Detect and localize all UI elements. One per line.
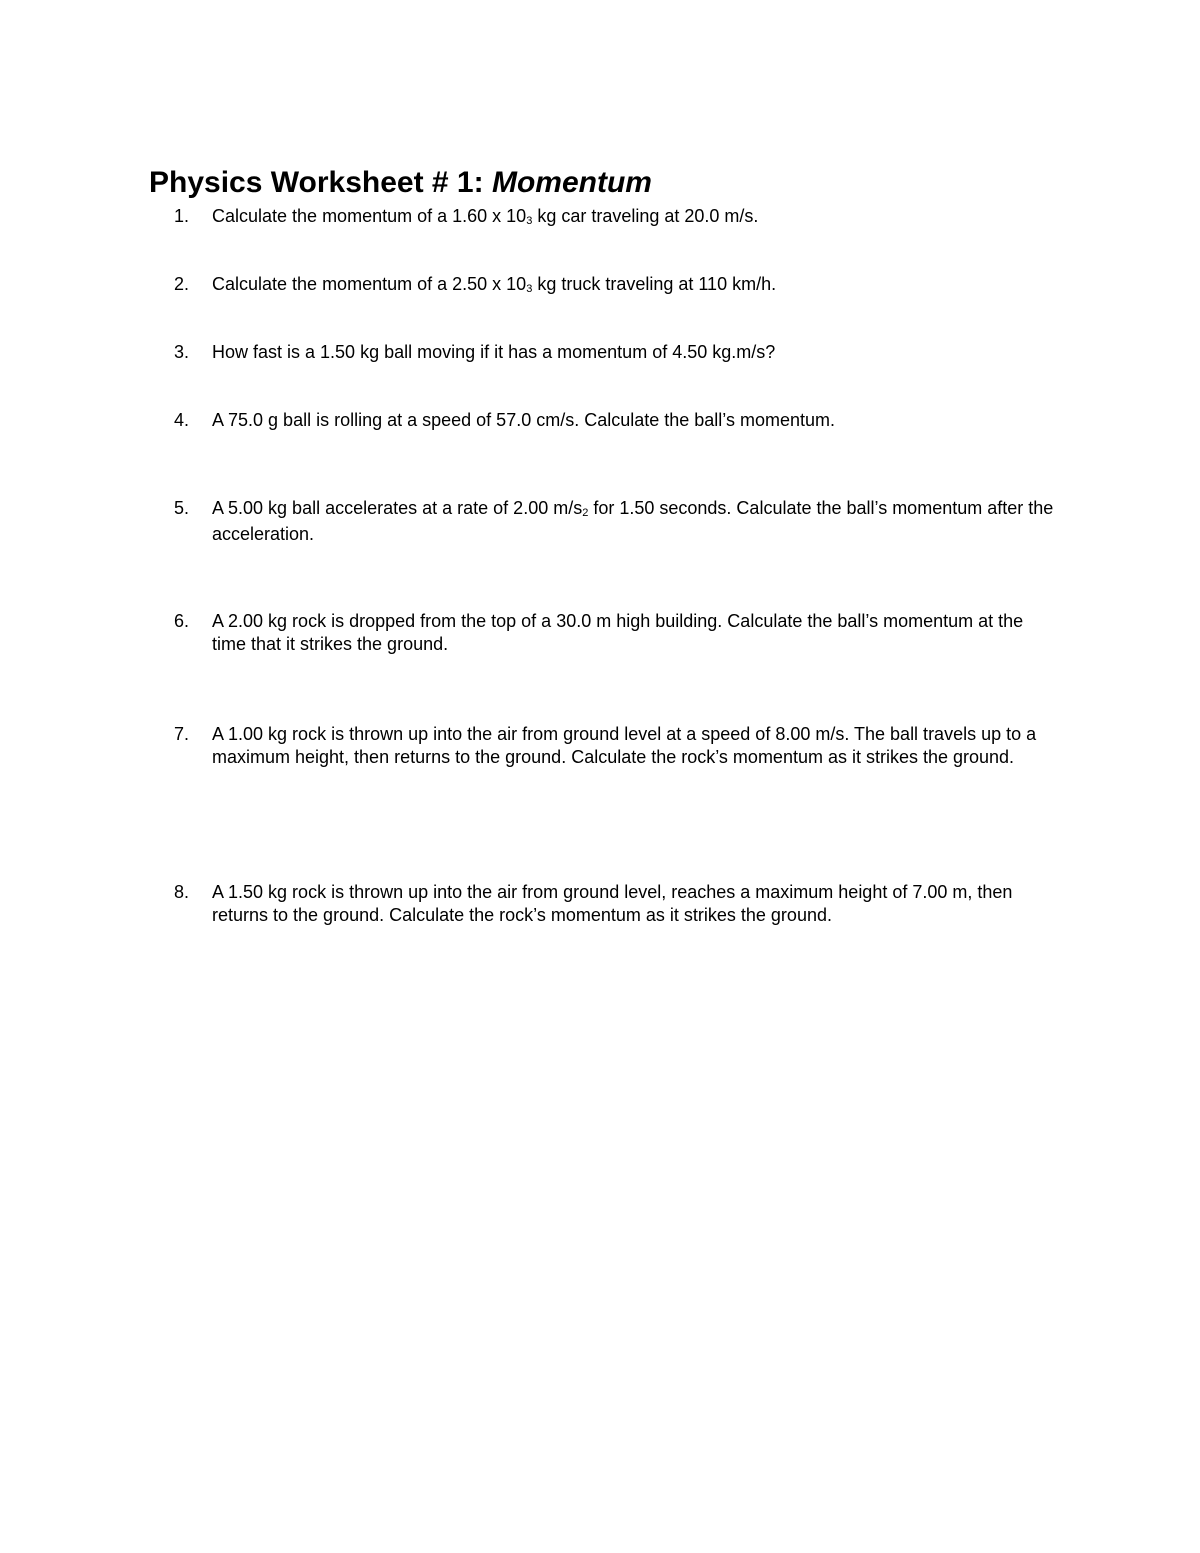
question-text: Calculate the momentum of a 2.50 x $10_3$ kg truck traveling at 110 km/h. xyxy=(212,274,777,295)
question-text: Calculate the momentum of a 1.60 x $10_3$ kg car traveling at 20.0 m/s. xyxy=(212,206,759,227)
question-number: 7. xyxy=(174,724,190,744)
page-title xyxy=(149,166,652,200)
exponent: 3 xyxy=(526,215,533,227)
exponent: 3 xyxy=(526,283,533,295)
question-text: How fast is a 1.50 kg ball moving if it has a momentum of 4.50 kg.m/s? xyxy=(212,342,776,362)
question-text: A 75.0 g ball is rolling at a speed of 57.0 cm/s. Calculate the ball’s momentum. xyxy=(212,410,836,430)
question-text: A 1.50 kg rock is thrown up into the air from ground level, reaches a maximum height of 7.00 m, then returns to the ground. Calculate the rock’s momentum as it strikes the ground. xyxy=(212,882,1013,925)
question-number: 2. xyxy=(174,274,190,294)
question-number: 5. xyxy=(174,498,190,518)
question-text: A 2.00 kg rock is dropped from the top of a 30.0 m high building. Calculate the ball’s momentum at the time that it strikes the ground. xyxy=(212,611,1024,654)
question-number: 4. xyxy=(174,410,190,430)
question-number: 1. xyxy=(174,206,190,226)
question-number: 6. xyxy=(174,611,190,631)
question-number: 3. xyxy=(174,342,190,362)
exponent: 2 xyxy=(582,507,589,519)
question-text: A 1.00 kg rock is thrown up into the air from ground level at a speed of 8.00 m/s. The ball travels up to a maximum height, then returns to the ground. Calculate the rock’s momentum as it strikes the ground. xyxy=(212,724,1037,767)
question-text: A 5.00 kg ball accelerates at a rate of 2.00 $m/s_2$ for 1.50 seconds. Calculate the ball’s momentum after the acceleration. xyxy=(212,498,1054,544)
question-number: 8. xyxy=(174,882,190,902)
title-subject: Momentum xyxy=(491,166,652,199)
title-prefix: Physics Worksheet # 1: xyxy=(149,166,484,199)
